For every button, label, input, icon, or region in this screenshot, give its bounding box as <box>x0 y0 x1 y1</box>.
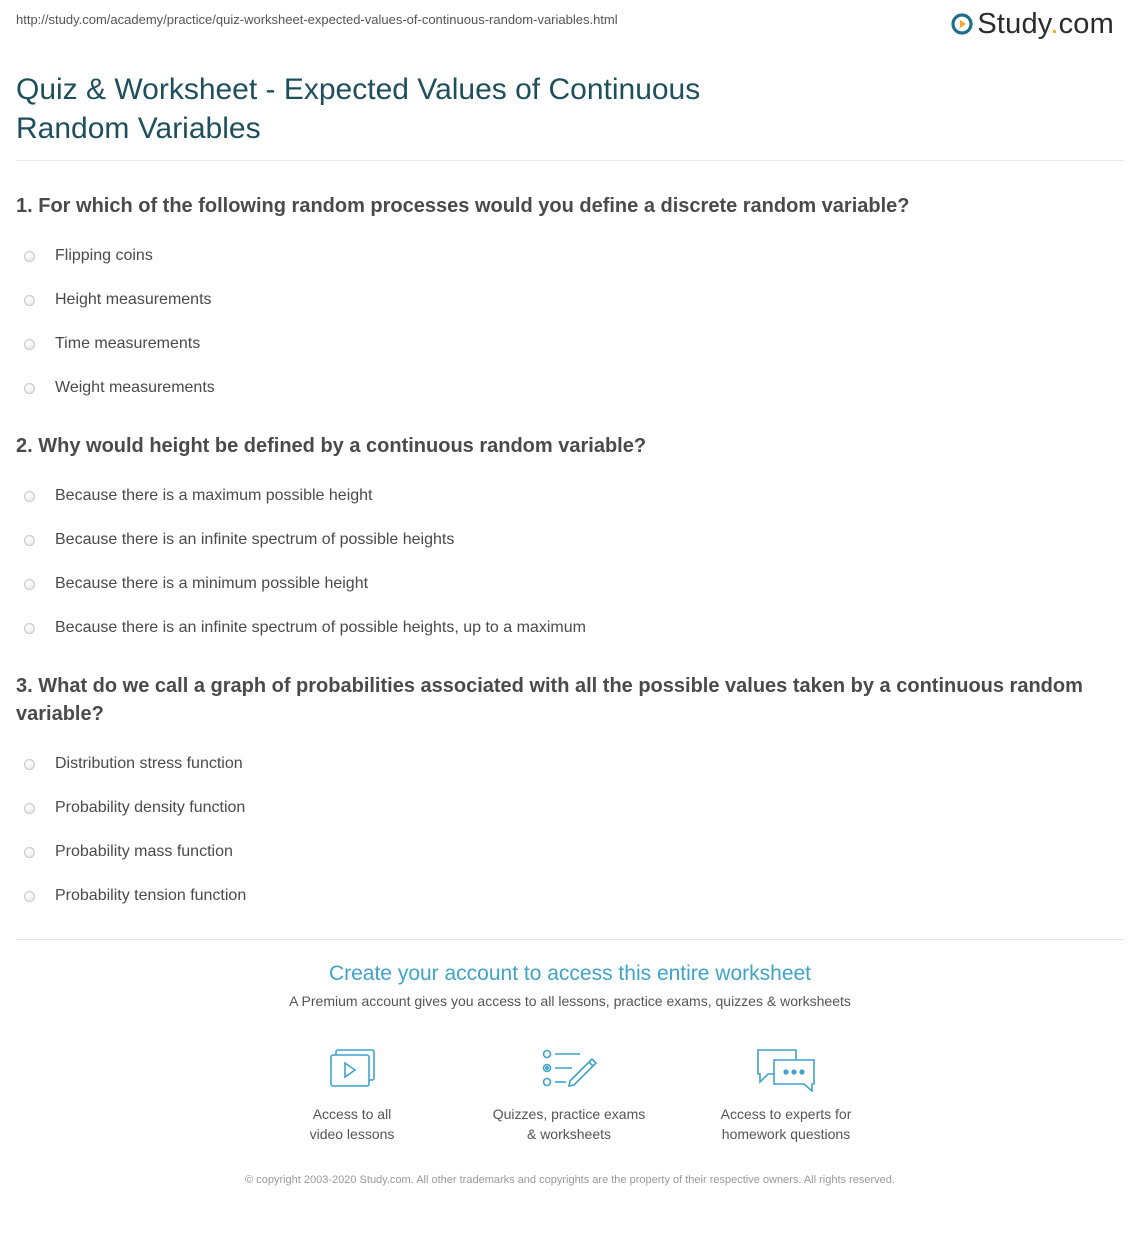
answer-label: Weight measurements <box>55 379 215 396</box>
answer-label: Height measurements <box>55 291 212 308</box>
premium-description: A Premium account gives you access to all lessons, practice exams, quizzes & worksheets <box>289 993 851 1009</box>
question-1 <box>16 192 1124 410</box>
question-text: 3. What do we call a graph of probabilities associated with all the possible values taken by a continuous random variable? <box>16 675 1083 725</box>
answer-label: Probability tension function <box>55 887 247 904</box>
answer-label: Probability mass function <box>55 843 233 860</box>
answer-option[interactable] <box>16 322 1124 366</box>
question-2 <box>16 432 1124 650</box>
question-text: 1. For which of the following random processes would you define a discrete random variable? <box>16 195 910 217</box>
feature-label: Quizzes, practice exams & worksheets <box>492 1106 646 1142</box>
create-account-link[interactable]: Create your account to access this entire worksheet <box>328 962 812 985</box>
answer-label: Because there is a maximum possible height <box>55 487 373 504</box>
answer-option[interactable] <box>16 830 1124 874</box>
radio-button[interactable] <box>24 295 35 306</box>
feature-quizzes <box>469 1046 669 1144</box>
answer-label: Distribution stress function <box>55 755 243 772</box>
answer-option[interactable] <box>16 234 1124 278</box>
radio-button[interactable] <box>24 759 35 770</box>
cta-divider <box>16 939 1124 940</box>
video-lessons-icon <box>326 1047 378 1091</box>
answer-label: Probability density function <box>55 799 246 816</box>
answer-option[interactable] <box>16 474 1124 518</box>
answer-label: Because there is a minimum possible height <box>55 575 369 592</box>
answer-option[interactable] <box>16 518 1124 562</box>
radio-button[interactable] <box>24 803 35 814</box>
radio-button[interactable] <box>24 491 35 502</box>
study-logo[interactable] <box>951 6 1114 42</box>
radio-button[interactable] <box>24 579 35 590</box>
radio-button[interactable] <box>24 891 35 902</box>
title-divider <box>16 160 1124 161</box>
radio-button[interactable] <box>24 339 35 350</box>
question-text: 2. Why would height be defined by a continuous random variable? <box>16 435 647 457</box>
radio-button[interactable] <box>24 623 35 634</box>
answer-option[interactable] <box>16 278 1124 322</box>
answer-option[interactable] <box>16 742 1124 786</box>
answer-option[interactable] <box>16 562 1124 606</box>
answer-label: Because there is an infinite spectrum of possible heights <box>55 531 455 548</box>
chat-bubbles-icon <box>754 1046 818 1092</box>
answer-label: Because there is an infinite spectrum of possible heights, up to a maximum <box>55 619 586 636</box>
page-url: http://study.com/academy/practice/quiz-worksheet-expected-values-of-continuous-random-variables.html <box>16 12 618 27</box>
radio-button[interactable] <box>24 383 35 394</box>
answer-option[interactable] <box>16 606 1124 650</box>
quiz-worksheet-icon <box>540 1047 598 1091</box>
feature-label: Access to all video lessons <box>309 1106 395 1142</box>
copyright-text: © copyright 2003-2020 Study.com. All other trademarks and copyrights are the property of their respective owners. All rights reserved. <box>245 1174 895 1186</box>
answer-options <box>16 474 1124 650</box>
feature-video-lessons <box>252 1046 452 1144</box>
radio-button[interactable] <box>24 535 35 546</box>
answer-option[interactable] <box>16 366 1124 410</box>
answer-options <box>16 742 1124 918</box>
answer-label: Time measurements <box>55 335 201 352</box>
page-title: Quiz & Worksheet - Expected Values of Continuous Random Variables <box>16 73 701 145</box>
feature-label: Access to experts for homework questions <box>720 1106 852 1142</box>
question-3 <box>16 672 1124 918</box>
feature-experts <box>686 1046 886 1144</box>
answer-options <box>16 234 1124 410</box>
logo-text: Study.com <box>977 7 1114 40</box>
radio-button[interactable] <box>24 251 35 262</box>
answer-label: Flipping coins <box>55 247 153 264</box>
answer-option[interactable] <box>16 786 1124 830</box>
play-circle-icon <box>951 13 973 35</box>
answer-option[interactable] <box>16 874 1124 918</box>
radio-button[interactable] <box>24 847 35 858</box>
